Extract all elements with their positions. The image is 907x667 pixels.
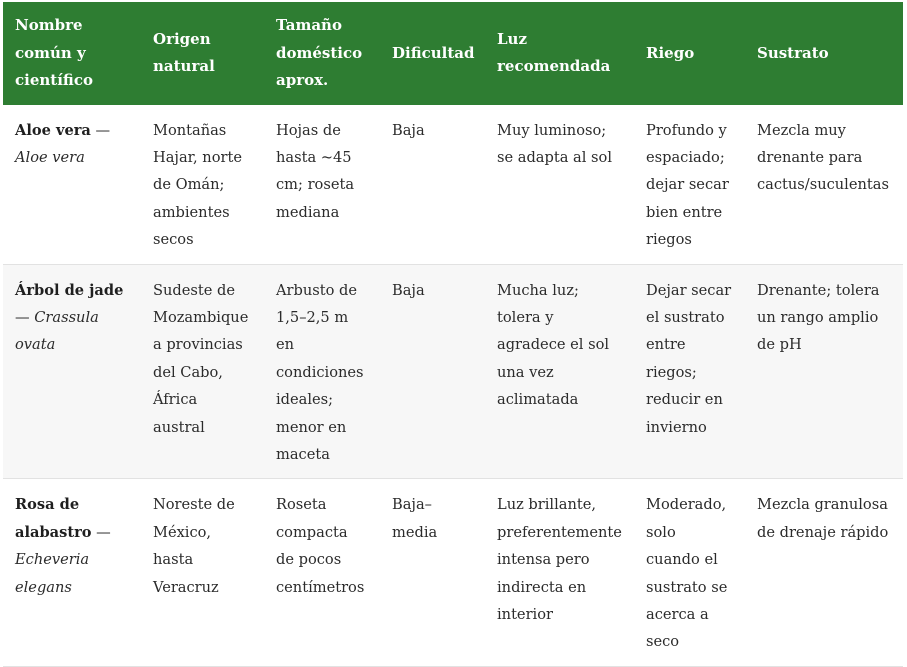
cell-size: Hojas de hasta ~45 cm; roseta mediana: [264, 105, 380, 265]
cell-watering: Profundo y espaciado; dejar secar bien entre riegos: [634, 105, 745, 265]
scientific-name: Crassula ovata: [15, 308, 99, 354]
cell-origin: Sudeste de Mozambique a provincias del Cabo, África austral: [141, 264, 264, 479]
cell-watering: Dejar secar el sustrato entre riegos; reducir en invierno: [634, 264, 745, 479]
cell-origin: Noreste de México, hasta Veracruz: [141, 479, 264, 666]
header-watering: Riego: [634, 2, 745, 105]
header-row: [3, 2, 903, 105]
common-name: Aloe vera: [15, 121, 91, 139]
common-name: Rosa de alabastro: [15, 496, 92, 541]
cell-size: Arbusto de 1,5–2,5 m en condiciones ideales; menor en maceta: [264, 264, 380, 479]
header-name: Nombre común y científico: [3, 2, 141, 105]
header-light: Luz recomendada: [485, 2, 634, 105]
cell-substrate: Mezcla granulosa de drenaje rápido: [745, 479, 903, 666]
cell-difficulty: Baja: [380, 105, 485, 265]
cell-substrate: Mezcla muy drenante para cactus/suculentas: [745, 105, 903, 265]
header-origin: Origen natural: [141, 2, 264, 105]
cell-watering: Moderado, solo cuando el sustrato se acerca a seco: [634, 479, 745, 666]
succulents-table: [3, 2, 903, 667]
table-row: [3, 479, 903, 666]
name-separator: —: [91, 523, 111, 541]
cell-size: Roseta compacta de pocos centímetros: [264, 479, 380, 666]
cell-name: [3, 264, 141, 479]
cell-difficulty: Baja–media: [380, 479, 485, 666]
cell-name: [3, 479, 141, 666]
cell-substrate: Drenante; tolera un rango amplio de pH: [745, 264, 903, 479]
cell-light: Luz brillante, preferentemente intensa pero indirecta en interior: [485, 479, 634, 666]
cell-origin: Montañas Hajar, norte de Omán; ambientes secos: [141, 105, 264, 265]
cell-difficulty: Baja: [380, 264, 485, 479]
common-name: Árbol de jade: [15, 281, 124, 299]
cell-light: Mucha luz; tolera y agradece el sol una vez aclimatada: [485, 264, 634, 479]
scientific-name: Echeveria elegans: [15, 551, 90, 596]
header-size: Tamaño doméstico aprox.: [264, 2, 380, 105]
header-substrate: Sustrato: [745, 2, 903, 105]
table-row: [3, 264, 903, 479]
name-separator: —: [15, 308, 35, 326]
cell-name: [3, 105, 141, 265]
header-difficulty: Dificultad: [380, 2, 485, 105]
scientific-name: Aloe vera: [15, 148, 85, 166]
table-row: [3, 105, 903, 265]
cell-light: Muy luminoso; se adapta al sol: [485, 105, 634, 265]
name-separator: —: [90, 121, 111, 139]
